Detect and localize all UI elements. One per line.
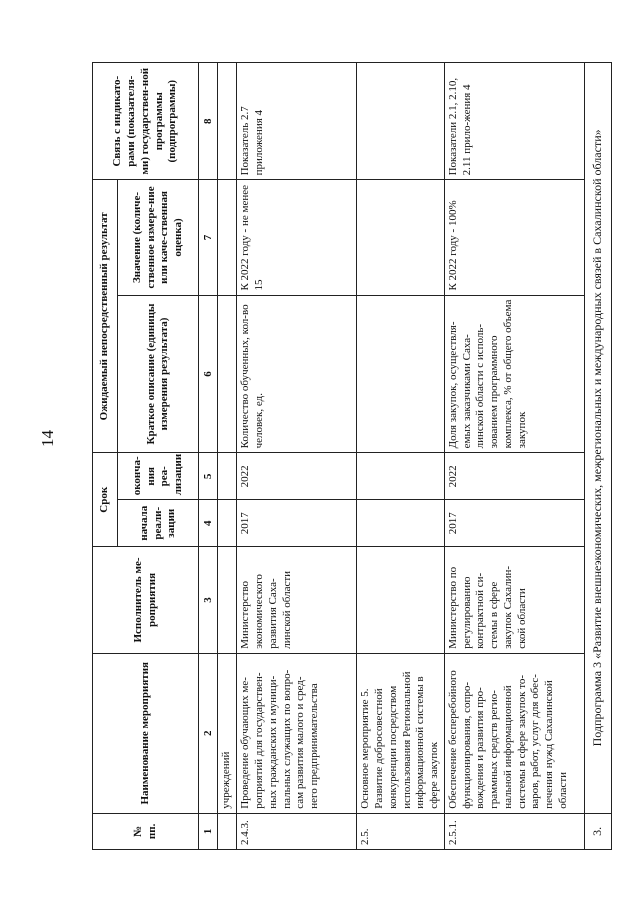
header-end: оконча-ния реа-лизации [118,453,199,500]
cell-link: Показатель 2.7 приложения 4 [237,63,357,180]
page-number: 14 [38,430,57,447]
cell-value [357,180,445,295]
cell-end [357,453,445,500]
header-link: Связь с индикато-рами (показателя-ми) государствен-ной программы (подпрограммы) [93,63,199,180]
cell-num: 2.4.3. [237,813,357,849]
header-start: начала реали-зации [118,500,199,547]
cell-value [218,180,237,295]
cell-name: Проведение обучающих ме-роприятий для государствен-ных гражданских и муници-пальных служащих по вопро-сам развития малого и сред-него предпринимательства [237,653,357,813]
cell-num: 3. [584,813,611,849]
cell-name: Основное мероприятие 5. Развитие добросовестной конкуренции посредством использования Региональной информационной системы в сфере закупок [357,653,445,813]
col-num: 4 [199,500,218,547]
cell-start: 2017 [444,500,584,547]
header-executor: Исполнитель ме-роприятия [93,547,199,654]
header-value: Значение (количе-ственное измере-ние или каче-ственная оценка) [118,180,199,295]
cell-desc [357,295,445,453]
table-row [237,63,357,850]
cell-value: К 2022 году - не менее 15 [237,180,357,295]
cell-start [218,500,237,547]
header-expected: Ожидаемый непосредственный результат [93,180,118,453]
cell-link [218,63,237,180]
cell-end: 2022 [444,453,584,500]
measures-table [92,62,612,850]
cell-num: 2.5. [357,813,445,849]
column-number-row [199,63,218,850]
cell-num [218,813,237,849]
cell-executor [357,547,445,654]
cell-executor: Министерство по регулированию контрактной си-стемы в сфере закупок Сахалин-ской области [444,547,584,654]
cell-executor: Министерство экономического развития Саха-линской области [237,547,357,654]
cell-desc [218,295,237,453]
cell-desc: Доля закупок, осуществля-емых заказчиками Саха-линской области с исполь-зованием программного комплекса, % от общего объема закупок [444,295,584,453]
cell-start: 2017 [237,500,357,547]
cell-link [357,63,445,180]
rotated-table-container [92,62,612,850]
cell-desc: Количество обученных, кол-во человек, ед. [237,295,357,453]
cell-link: Показатели 2.1, 2.10, 2.11 прило-жения 4 [444,63,584,180]
cell-value: К 2022 году - 100% [444,180,584,295]
cell-num: 2.5.1. [444,813,584,849]
subprogram-title: Подпрограмма 3 «Развитие внешнеэкономических, межрегиональных и международных связей в Сахалинской области» [584,63,611,814]
cell-name: учреждений [218,653,237,813]
col-num: 5 [199,453,218,500]
header-num: № пп. [93,813,199,849]
col-num: 3 [199,547,218,654]
cell-start [357,500,445,547]
col-num: 8 [199,63,218,180]
cell-name: Обеспечение бесперебойного функционирования, сопро-вождения и развития про-граммных средств регио-нальной информационной системы в сфере закупок то-варов, работ, услуг для обес-печения нужд Сахалинской области [444,653,584,813]
header-name: Наименование мероприятия [93,653,199,813]
col-num: 6 [199,295,218,453]
table-row [218,63,237,850]
header-desc: Краткое описание (единицы измерения результата) [118,295,199,453]
subprogram-row [584,63,611,850]
table-row [357,63,445,850]
col-num: 2 [199,653,218,813]
cell-executor [218,547,237,654]
col-num: 1 [199,813,218,849]
cell-end: 2022 [237,453,357,500]
col-num: 7 [199,180,218,295]
table-row [444,63,584,850]
cell-end [218,453,237,500]
header-period: Срок [93,453,118,547]
